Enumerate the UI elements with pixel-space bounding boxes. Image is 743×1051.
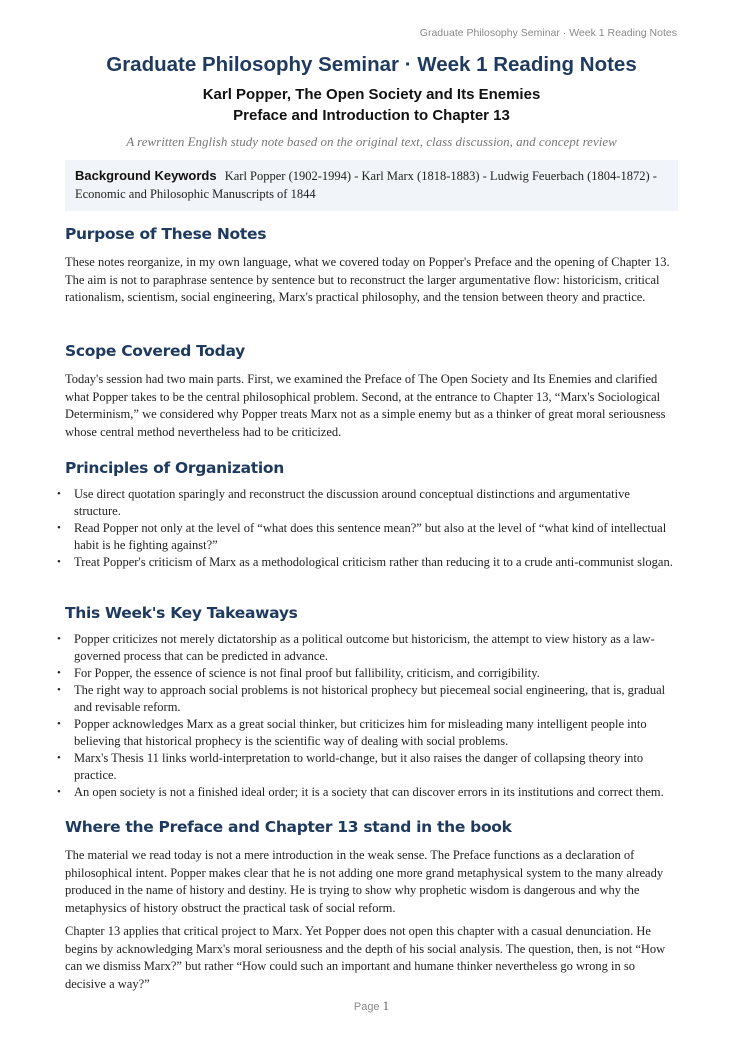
section-preface-chapter13 xyxy=(65,817,678,993)
document-title: Graduate Philosophy Seminar · Week 1 Reading Notes xyxy=(106,53,637,76)
section-paragraph: The material we read today is not a mere introduction in the weak sense. The Preface functions as a declaration of philosophical intent. Popper makes clear that he is not adding one more grand metaphysical system to the many already produced in the name of history and destiny. He is trying to show why prophetic wisdom is dangerous and why the metaphysics of history obstruct the practical task of social reform. xyxy=(65,848,664,915)
bullet-icon: • xyxy=(57,718,61,730)
section-scope xyxy=(65,341,678,441)
section-paragraph: Today's session had two main parts. First, we examined the Preface of The Open Society and Its Enemies and clarified what Popper takes to be the central philosophical problem. Second, at the entrance to Chapter 13, “Marx's Sociological Determinism,” we considered why Popper treats Marx not as a simple enemy but as a thinker of great moral seriousness whose central method nevertheless had to be criticized. xyxy=(65,372,666,439)
bullet-icon: • xyxy=(57,684,61,696)
list-item xyxy=(57,631,678,665)
section-heading: Where the Preface and Chapter 13 stand in the book xyxy=(65,818,512,836)
list-item xyxy=(57,665,678,682)
section-heading: Principles of Organization xyxy=(65,459,284,477)
bullet-icon: • xyxy=(57,752,61,764)
bullet-icon: • xyxy=(57,786,61,798)
bullet-icon: • xyxy=(57,633,61,645)
page-label: Page xyxy=(353,1001,380,1013)
page-footer xyxy=(0,998,743,1014)
bullet-icon: • xyxy=(57,667,61,679)
bullet-icon: • xyxy=(57,556,61,568)
section-paragraph: These notes reorganize, in my own language, what we covered today on Popper's Preface and the opening of Chapter 13. The aim is not to paraphrase sentence by sentence but to reconstruct the larger argumentative flow: historicism, critical rationalism, scientism, social engineering, Marx's practical philosophy, and the tension between theory and practice. xyxy=(65,255,670,304)
section-purpose xyxy=(65,224,678,307)
list-item-text: Use direct quotation sparingly and reconstruct the discussion around conceptual distinctions and argumentative structure. xyxy=(74,487,630,518)
list-item-text: The right way to approach social problems is not historical prophecy but piecemeal social engineering, that is, gradual and revisable reform. xyxy=(74,683,666,714)
document-subtitle-line2: Preface and Introduction to Chapter 13 xyxy=(233,107,510,124)
list-item xyxy=(57,486,678,520)
bullet-icon: • xyxy=(57,488,61,500)
list-item xyxy=(57,682,678,716)
list-item-text: Treat Popper's criticism of Marx as a methodological criticism rather than reducing it to a crude anti-communist slogan. xyxy=(74,555,673,569)
section-principles xyxy=(57,458,678,571)
list-item-text: An open society is not a finished ideal order; it is a society that can discover errors in its institutions and correct them. xyxy=(74,785,664,799)
document-tagline: A rewritten English study note based on the original text, class discussion, and concept review xyxy=(126,134,617,149)
section-heading: Scope Covered Today xyxy=(65,342,245,360)
list-item xyxy=(57,716,678,750)
list-item xyxy=(57,554,678,571)
list-item-text: Popper acknowledges Marx as a great social thinker, but criticizes him for misleading many intelligent people into believing that historical prophecy is the scientific way of dealing with social problems. xyxy=(74,717,647,748)
list-item xyxy=(57,520,678,554)
background-keywords-text: Karl Popper (1902-1994) - Karl Marx (1818-1883) - Ludwig Feuerbach (1804-1872) - Economic and Philosophic Manuscripts of 1844 xyxy=(75,169,657,201)
document-page xyxy=(57,52,678,991)
section-key-takeaways xyxy=(57,603,678,801)
bullet-list xyxy=(57,486,678,571)
background-keywords-box xyxy=(65,160,678,211)
background-keywords-label: Background Keywords xyxy=(75,168,217,183)
list-item xyxy=(57,784,678,801)
document-subtitle-line1: Karl Popper, The Open Society and Its Enemies xyxy=(202,86,541,103)
section-heading: Purpose of These Notes xyxy=(65,225,267,243)
section-paragraph: Chapter 13 applies that critical project to Marx. Yet Popper does not open this chapter with a casual denunciation. He begins by acknowledging Marx's moral seriousness and the depth of his social analysis. The question, then, is not “How can we dismiss Marx?” but rather “How could such an important and humane thinker nevertheless go wrong in so decisive a way?” xyxy=(65,924,666,991)
page-number: 1 xyxy=(382,998,390,1013)
list-item-text: Read Popper not only at the level of “what does this sentence mean?” but also at the level of “what kind of intellectual habit is he fighting against?” xyxy=(74,521,667,552)
running-header: Graduate Philosophy Seminar · Week 1 Reading Notes xyxy=(419,27,677,39)
list-item-text: Popper criticizes not merely dictatorship as a political outcome but historicism, the attempt to view history as a law-governed process that can be predicted in advance. xyxy=(74,632,655,663)
bullet-list xyxy=(57,631,678,801)
list-item-text: Marx's Thesis 11 links world-interpretation to world-change, but it also raises the danger of collapsing theory into practice. xyxy=(74,751,644,782)
section-heading: This Week's Key Takeaways xyxy=(65,604,298,622)
bullet-icon: • xyxy=(57,522,61,534)
list-item-text: For Popper, the essence of science is not final proof but fallibility, criticism, and corrigibility. xyxy=(74,666,540,680)
list-item xyxy=(57,750,678,784)
